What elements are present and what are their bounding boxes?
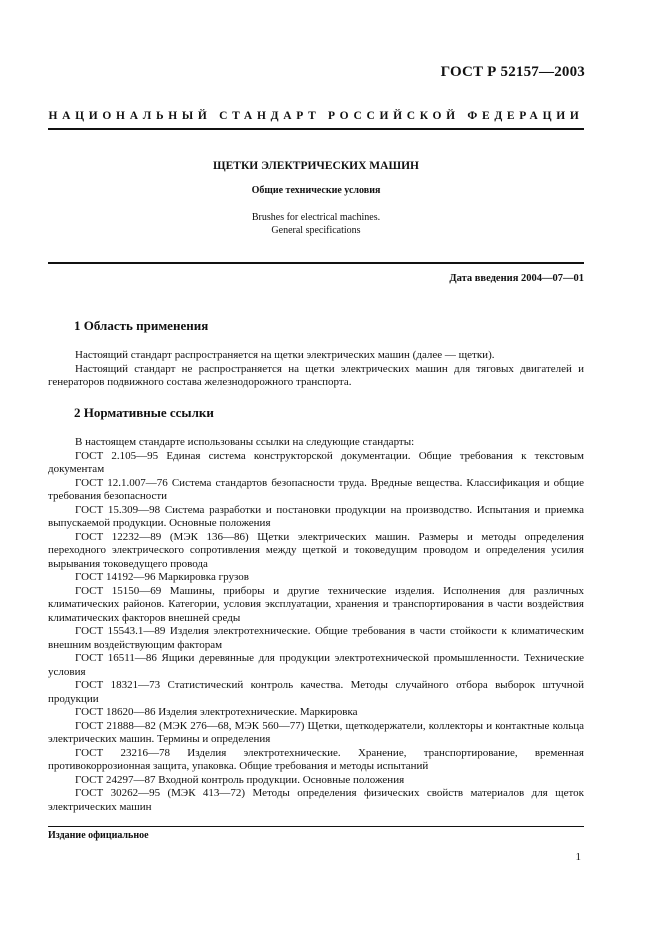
- reference-item: ГОСТ 21888—82 (МЭК 276—68, МЭК 560—77) Щетки, щеткодержатели, коллекторы и контактные кольца электрических машин. Термины и определения: [48, 719, 584, 745]
- reference-item: ГОСТ 18321—73 Статистический контроль качества. Методы случайного отбора выборок штучной продукции: [48, 679, 584, 705]
- section-2-heading: 2 Нормативные ссылки: [74, 405, 214, 420]
- reference-item: ГОСТ 23216—78 Изделия электротехнические. Хранение, транспортирование, временная противокоррозионная защита, упаковка. Общие требования и методы испытаний: [48, 746, 584, 772]
- reference-item: ГОСТ 16511—86 Ящики деревянные для продукции электротехнической промышленности. Технические условия: [48, 652, 584, 678]
- reference-item: ГОСТ 30262—95 (МЭК 413—72) Методы определения физических свойств материалов для щеток электрических машин: [48, 787, 584, 813]
- reference-item: ГОСТ 2.105—95 Единая система конструкторской документации. Общие требования к текстовым документам: [48, 449, 584, 475]
- paragraph: Настоящий стандарт не распространяется на щетки электрических машин для тяговых двигателей и генераторов подвижного состава железнодорожного транспорта.: [48, 362, 584, 388]
- reference-item: ГОСТ 12.1.007—76 Система стандартов безопасности труда. Вредные вещества. Классификация и общие требования безопасности: [48, 476, 584, 502]
- document-title: ЩЕТКИ ЭЛЕКТРИЧЕСКИХ МАШИН: [213, 160, 419, 172]
- reference-item: ГОСТ 15.309—98 Система разработки и постановки продукции на производство. Испытания и приемка выпускаемой продукции. Основные положения: [48, 503, 584, 529]
- paragraph: Настоящий стандарт распространяется на щетки электрических машин (далее — щетки).: [75, 349, 495, 361]
- document-code: ГОСТ Р 52157—2003: [440, 64, 585, 80]
- page-number: 1: [575, 851, 581, 863]
- title-rule: [48, 262, 584, 264]
- introduction-date: Дата введения 2004—07—01: [449, 273, 584, 284]
- section-1-body: [48, 349, 584, 390]
- english-title-line-1: Brushes for electrical machines.: [251, 212, 381, 223]
- standard-name: НАЦИОНАЛЬНЫЙ СТАНДАРТ РОССИЙСКОЙ ФЕДЕРАЦИИ: [48, 110, 584, 122]
- document-subtitle: Общие технические условия: [251, 185, 381, 196]
- reference-item: ГОСТ 15150—69 Машины, приборы и другие технические изделия. Исполнения для различных климатических районов. Категории, условия эксплуатации, хранения и транспортирования в части воздействия климатических факторов внешней среды: [48, 584, 584, 624]
- reference-item: ГОСТ 14192—96 Маркировка грузов: [75, 571, 249, 583]
- section-2-body: [48, 436, 584, 814]
- reference-item: ГОСТ 15543.1—89 Изделия электротехнические. Общие требования в части стойкости к климатическим внешним воздействующим факторам: [48, 625, 584, 651]
- section-1-heading: 1 Область применения: [74, 318, 209, 333]
- reference-item: ГОСТ 24297—87 Входной контроль продукции. Основные положения: [75, 773, 405, 786]
- reference-item: ГОСТ 12232—89 (МЭК 136—86) Щетки электрических машин. Размеры и методы определения переходного электрического сопротивления между щеткой и токоведущим проводом и определения усилия вырывания токоведущего провода: [48, 530, 584, 570]
- english-title-line-2: General specifications: [271, 225, 361, 236]
- header-rule: [48, 128, 584, 130]
- reference-item: ГОСТ 18620—86 Изделия электротехнические. Маркировка: [75, 706, 358, 718]
- edition-label: Издание официальное: [48, 830, 149, 841]
- footer-rule: [48, 826, 584, 827]
- references-intro: В настоящем стандарте использованы ссылки на следующие стандарты:: [75, 436, 415, 448]
